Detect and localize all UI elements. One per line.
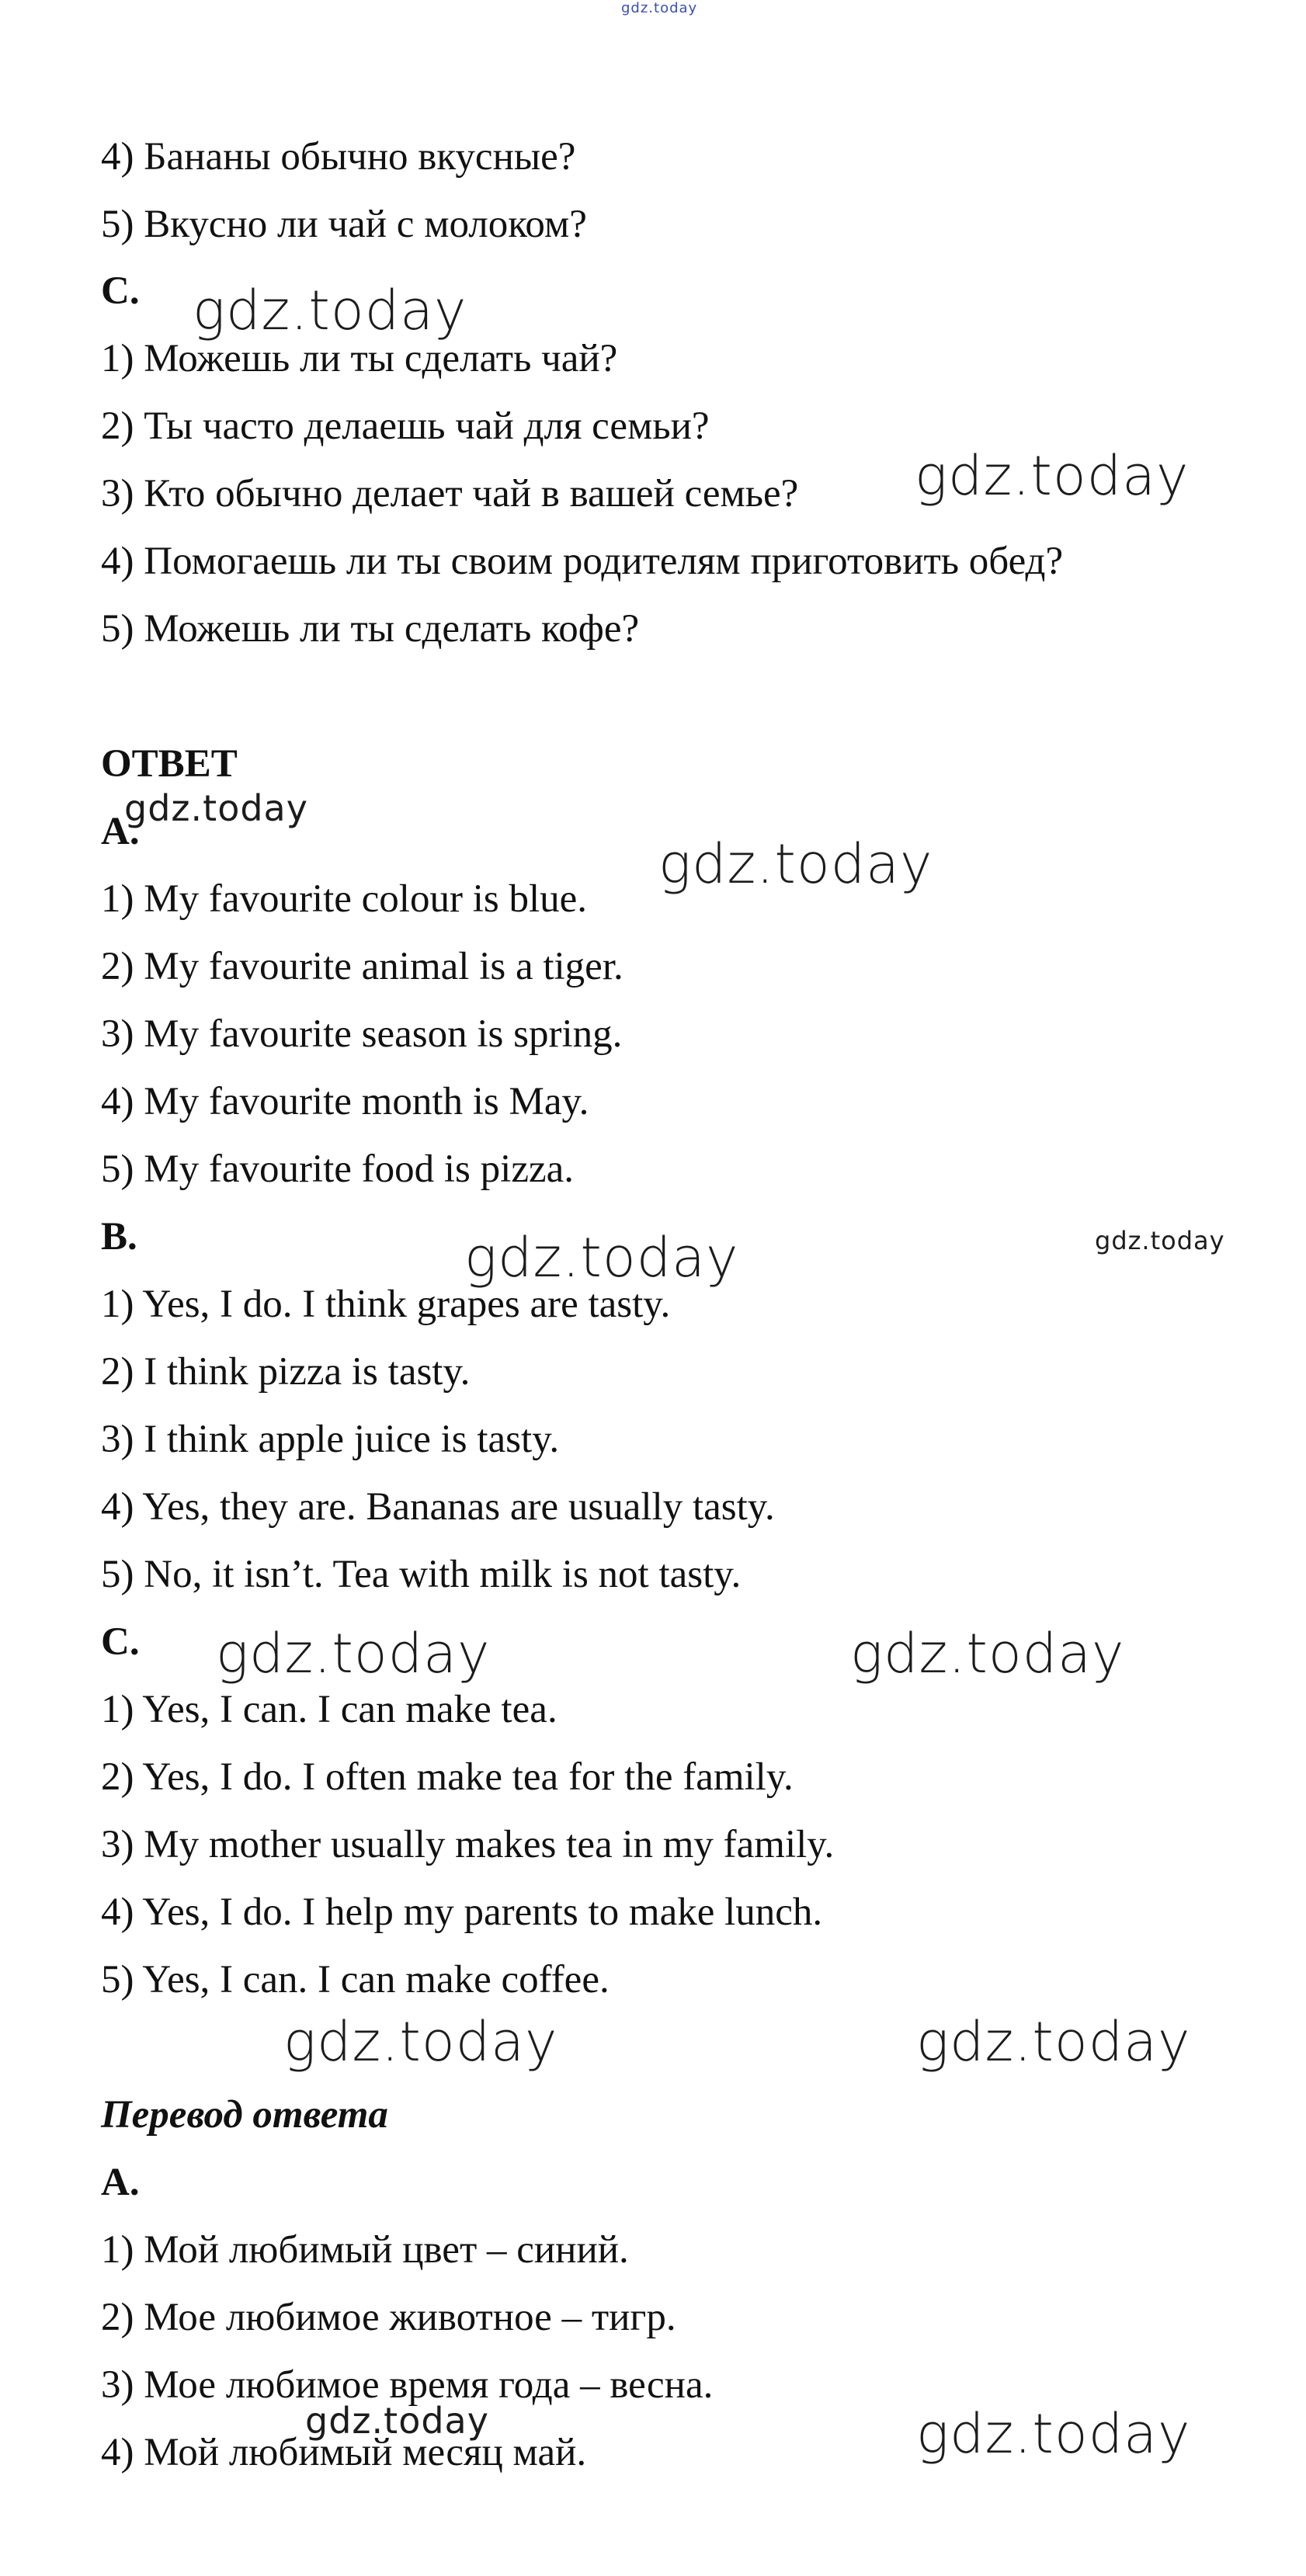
answer-a-5: 5) My favourite food is pizza. — [101, 1147, 574, 1191]
answer-a-3: 3) My favourite season is spring. — [101, 1012, 623, 1056]
translation-a-1: 1) Мой любимый цвет – синий. — [101, 2228, 629, 2272]
header-watermark: gdz.today — [621, 0, 698, 16]
watermark: gdz.today — [464, 1226, 739, 1290]
watermark: gdz.today — [915, 444, 1190, 508]
question-c-heading: C. — [101, 269, 140, 313]
watermark: gdz.today — [283, 2010, 558, 2074]
watermark: gdz.today — [916, 2010, 1191, 2074]
translation-title: Перевод ответа — [101, 2093, 388, 2137]
answer-b-5: 5) No, it isn’t. Tea with milk is not tasty. — [101, 1553, 742, 1596]
watermark: gdz.today — [1095, 1226, 1225, 1255]
answer-b-2: 2) I think pizza is tasty. — [101, 1350, 471, 1394]
watermark: gdz.today — [193, 279, 467, 342]
translation-a-2: 2) Мое любимое животное – тигр. — [101, 2296, 676, 2339]
question-b-4: 4) Бананы обычно вкусные? — [101, 135, 576, 179]
answer-c-4: 4) Yes, I do. I help my parents to make lunch. — [101, 1890, 823, 1934]
question-b-5: 5) Вкусно ли чай с молоком? — [101, 203, 587, 246]
answer-c-5: 5) Yes, I can. I can make coffee. — [101, 1958, 610, 2001]
watermark: gdz.today — [658, 832, 933, 896]
answer-a-heading: A. — [101, 810, 140, 853]
watermark: gdz.today — [305, 2400, 489, 2442]
question-c-3: 3) Кто обычно делает чай в вашей семье? — [101, 472, 799, 516]
answer-c-3: 3) My mother usually makes tea in my family. — [101, 1823, 835, 1866]
answer-c-heading: C. — [101, 1620, 140, 1664]
answer-b-heading: B. — [101, 1215, 137, 1258]
answer-b-1: 1) Yes, I do. I think grapes are tasty. — [101, 1283, 671, 1326]
answer-b-3: 3) I think apple juice is tasty. — [101, 1418, 560, 1461]
answer-c-1: 1) Yes, I can. I can make tea. — [101, 1688, 557, 1731]
watermark: gdz.today — [850, 1622, 1125, 1686]
question-c-2: 2) Ты часто делаешь чай для семьи? — [101, 404, 710, 448]
answer-b-4: 4) Yes, they are. Bananas are usually tasty. — [101, 1485, 775, 1529]
translation-a-4: 4) Мой любимый месяц май. — [101, 2431, 587, 2474]
answer-a-1: 1) My favourite colour is blue. — [101, 877, 588, 921]
watermark: gdz.today — [124, 787, 308, 829]
answer-c-2: 2) Yes, I do. I often make tea for the family. — [101, 1755, 794, 1799]
translation-a-3: 3) Мое любимое время года – весна. — [101, 2363, 714, 2407]
question-c-5: 5) Можешь ли ты сделать кофе? — [101, 607, 640, 651]
question-c-1: 1) Можешь ли ты сделать чай? — [101, 337, 618, 380]
answer-a-4: 4) My favourite month is May. — [101, 1080, 589, 1123]
answer-a-2: 2) My favourite animal is a tiger. — [101, 945, 623, 988]
watermark: gdz.today — [216, 1622, 491, 1686]
translation-a-heading: A. — [101, 2161, 140, 2204]
question-c-4: 4) Помогаешь ли ты своим родителям приготовить обед? — [101, 540, 1064, 583]
watermark: gdz.today — [916, 2402, 1191, 2466]
answer-title: ОТВЕТ — [101, 742, 238, 786]
